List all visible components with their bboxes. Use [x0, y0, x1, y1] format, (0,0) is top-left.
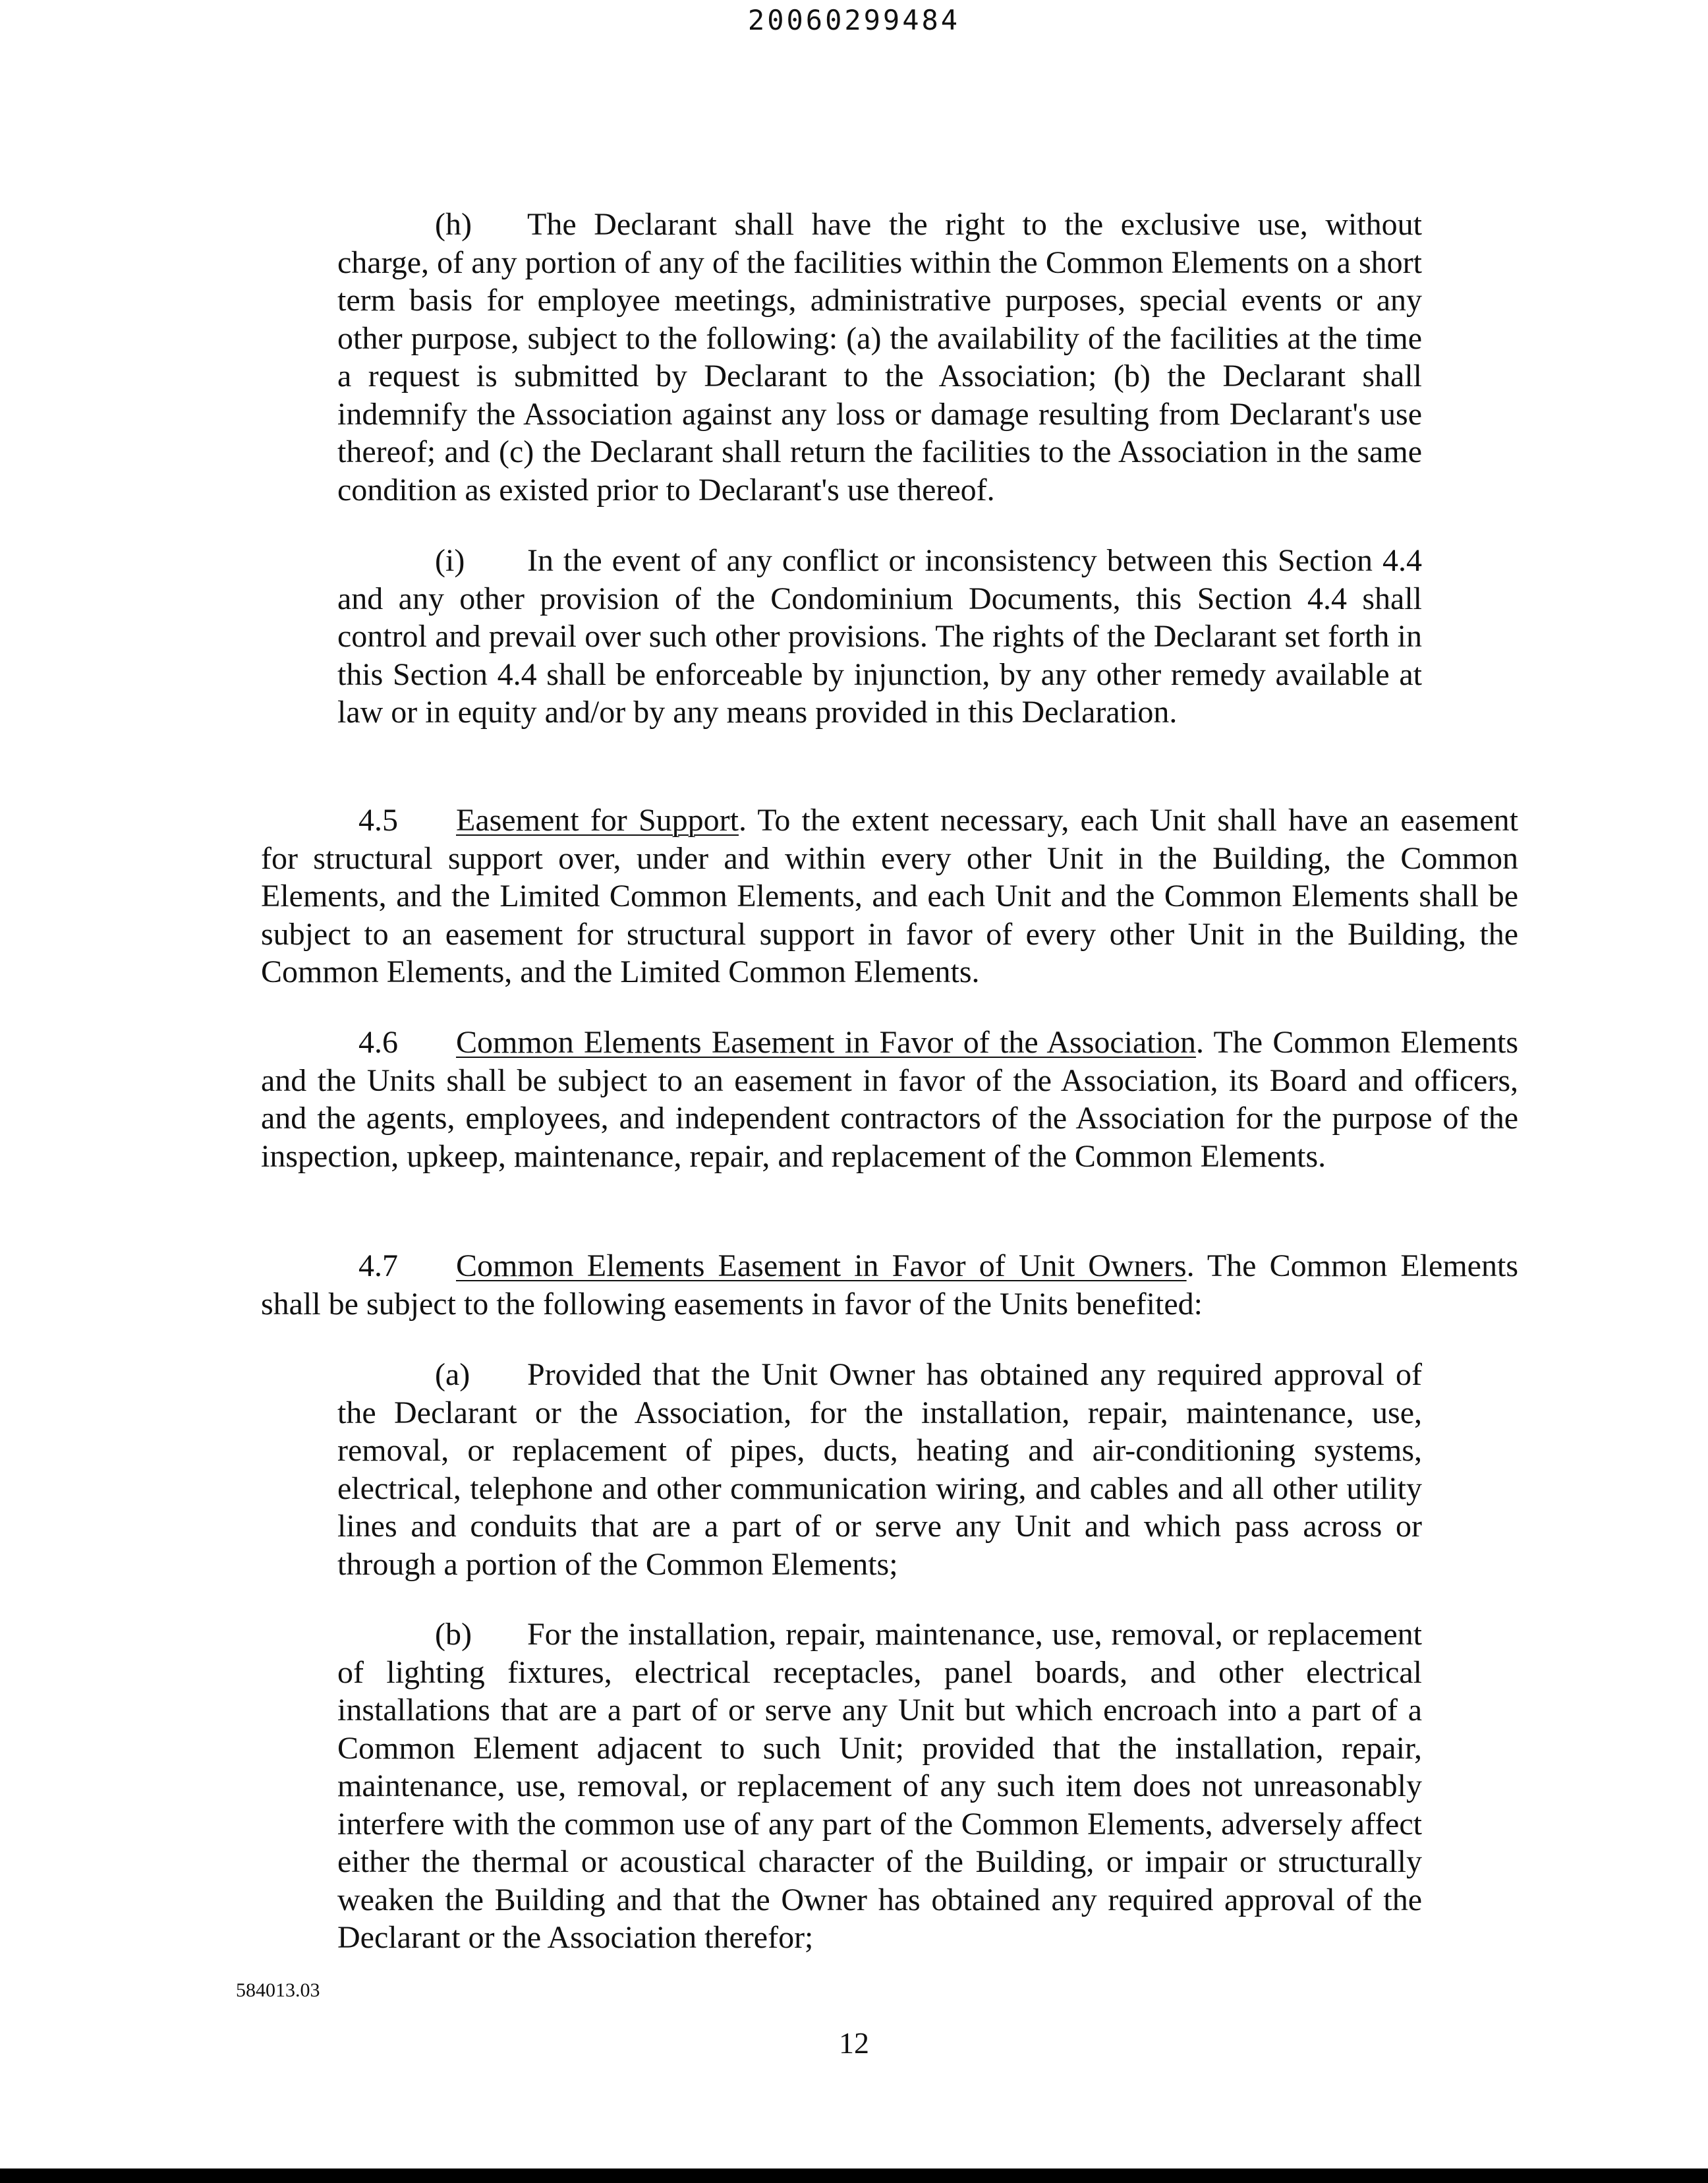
- document-code: 584013.03: [236, 1979, 320, 2001]
- paragraph-i: [337, 542, 1422, 732]
- section-4-7: [261, 1247, 1518, 1323]
- document-number: 20060299484: [747, 4, 961, 36]
- section-4-7-heading: Common Elements Easement in Favor of Unit Owners: [456, 1248, 1187, 1283]
- paragraph-b-label: (b): [435, 1617, 472, 1652]
- section-4-6-number: 4.6: [358, 1025, 398, 1060]
- section-4-7-number: 4.7: [358, 1248, 398, 1283]
- section-4-5-text: . To the extent necessary, each Unit shall have an easement for structural support over, under and within every other Unit in the Building, the Common Elements, and the Limited Common Elements, and each Unit and the Common Elements shall be subject to an easement for structural support in favor of every other Unit in the Building, the Common Elements, and the Limited Common Elements.: [261, 803, 1518, 989]
- page-number: 12: [839, 2026, 869, 2060]
- paragraph-a: [337, 1356, 1422, 1583]
- paragraph-i-label: (i): [435, 543, 465, 578]
- paragraph-h-text: The Declarant shall have the right to the exclusive use, without charge, of any portion of any of the facilities within the Common Elements on a short term basis for employee meetings, administrative purposes, special events or any other purpose, subject to the following: (a) the availability of the facilities at the time a request is submitted by Declarant to the Association; (b) the Declarant shall indemnify the Association against any loss or damage resulting from Declarant's use thereof; and (c) the Declarant shall return the facilities to the Association in the same condition as existed prior to Declarant's use thereof.: [337, 207, 1422, 508]
- section-4-5-heading: Easement for Support: [456, 803, 739, 838]
- paragraph-h-label: (h): [435, 207, 472, 242]
- section-4-5-number: 4.5: [358, 803, 398, 838]
- paragraph-a-text: Provided that the Unit Owner has obtained any required approval of the Declarant or the Association, for the installation, repair, maintenance, use, removal, or replacement of pipes, ducts, heating and air-conditioning systems, electrical, telephone and other communication wiring, and cables and all other utility lines and conduits that are a part of or serve any Unit and which pass across or through a portion of the Common Elements;: [337, 1357, 1422, 1582]
- scan-bottom-edge: [0, 2168, 1708, 2183]
- section-4-5: [261, 801, 1518, 991]
- paragraph-i-text: In the event of any conflict or inconsistency between this Section 4.4 and any other provision of the Condominium Documents, this Section 4.4 shall control and prevail over such other provisions. The rights of the Declarant set forth in this Section 4.4 shall be enforceable by injunction, by any other remedy available at law or in equity and/or by any means provided in this Declaration.: [337, 543, 1422, 730]
- paragraph-a-label: (a): [435, 1357, 470, 1392]
- paragraph-b-text: For the installation, repair, maintenance, use, removal, or replacement of lighting fixtures, electrical receptacles, panel boards, and other electrical installations that are a part of or serve any Unit but which encroach into a part of a Common Element adjacent to such Unit; provided that the installation, repair, maintenance, use, removal, or replacement of any such item does not unreasonably interfere with the common use of any part of the Common Elements, adversely affect either the thermal or acoustical character of the Building, or impair or structurally weaken the Building and that the Owner has obtained any required approval of the Declarant or the Association therefor;: [337, 1617, 1422, 1955]
- paragraph-b: [337, 1615, 1422, 1957]
- section-4-6-heading: Common Elements Easement in Favor of the Association: [456, 1025, 1197, 1060]
- section-4-6-text: . The Common Elements and the Units shall be subject to an easement in favor of the Association, its Board and officers, and the agents, employees, and independent contractors of the Association for the purpose of the inspection, upkeep, maintenance, repair, and replacement of the Common Elements.: [261, 1025, 1519, 1174]
- section-4-6: [261, 1024, 1518, 1175]
- section-4-7-text: . The Common Elements shall be subject to the following easements in favor of the Units benefited:: [261, 1248, 1519, 1322]
- paragraph-h: [337, 206, 1422, 509]
